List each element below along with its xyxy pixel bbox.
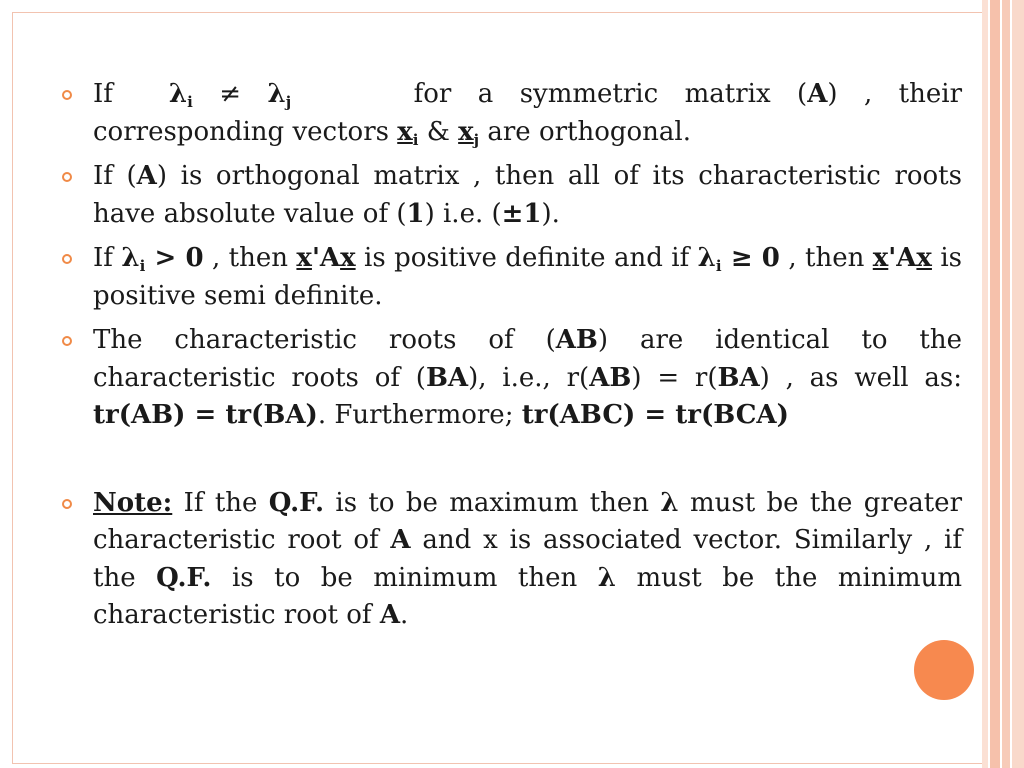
ring-bullet-icon — [62, 254, 72, 264]
slide-content — [62, 76, 962, 642]
ring-bullet-icon — [62, 172, 72, 182]
bullet-symmetric-orthogonal: If $\lambda_i \ne \lambda_j$ for a symmetric matrix (A) , their corresponding vectors $x_i$ & $x_j$ are orthogonal. — [62, 76, 962, 151]
bullet-positive-definite: If $\lambda_i > 0$ , then x'Ax is positive definite and if $\lambda_i \ge 0$ , then x'Ax is positive semi definite. — [62, 240, 962, 315]
bullet-note-qf: Note: If the Q.F. is to be maximum then λ must be the greater characteristic root of A and x is associated vector. Similarly , if the Q.F. is to be minimum then λ must be the minimum characteristic root of A. — [62, 485, 962, 635]
decorative-circle — [914, 640, 974, 700]
bullet-orthogonal-roots: If (A) is orthogonal matrix , then all of its characteristic roots have absolute value of (1) i.e. (±1). — [62, 158, 962, 233]
ring-bullet-icon — [62, 336, 72, 346]
decorative-stripes — [980, 0, 1024, 768]
ring-bullet-icon — [62, 499, 72, 509]
bullet-characteristic-roots-ab: The characteristic roots of (AB) are identical to the characteristic roots of (BA), i.e., r(AB) = r(BA) , as well as: tr(AB) = tr(BA). Furthermore; tr(ABC) = tr(BCA) — [62, 322, 962, 435]
ring-bullet-icon — [62, 90, 72, 100]
